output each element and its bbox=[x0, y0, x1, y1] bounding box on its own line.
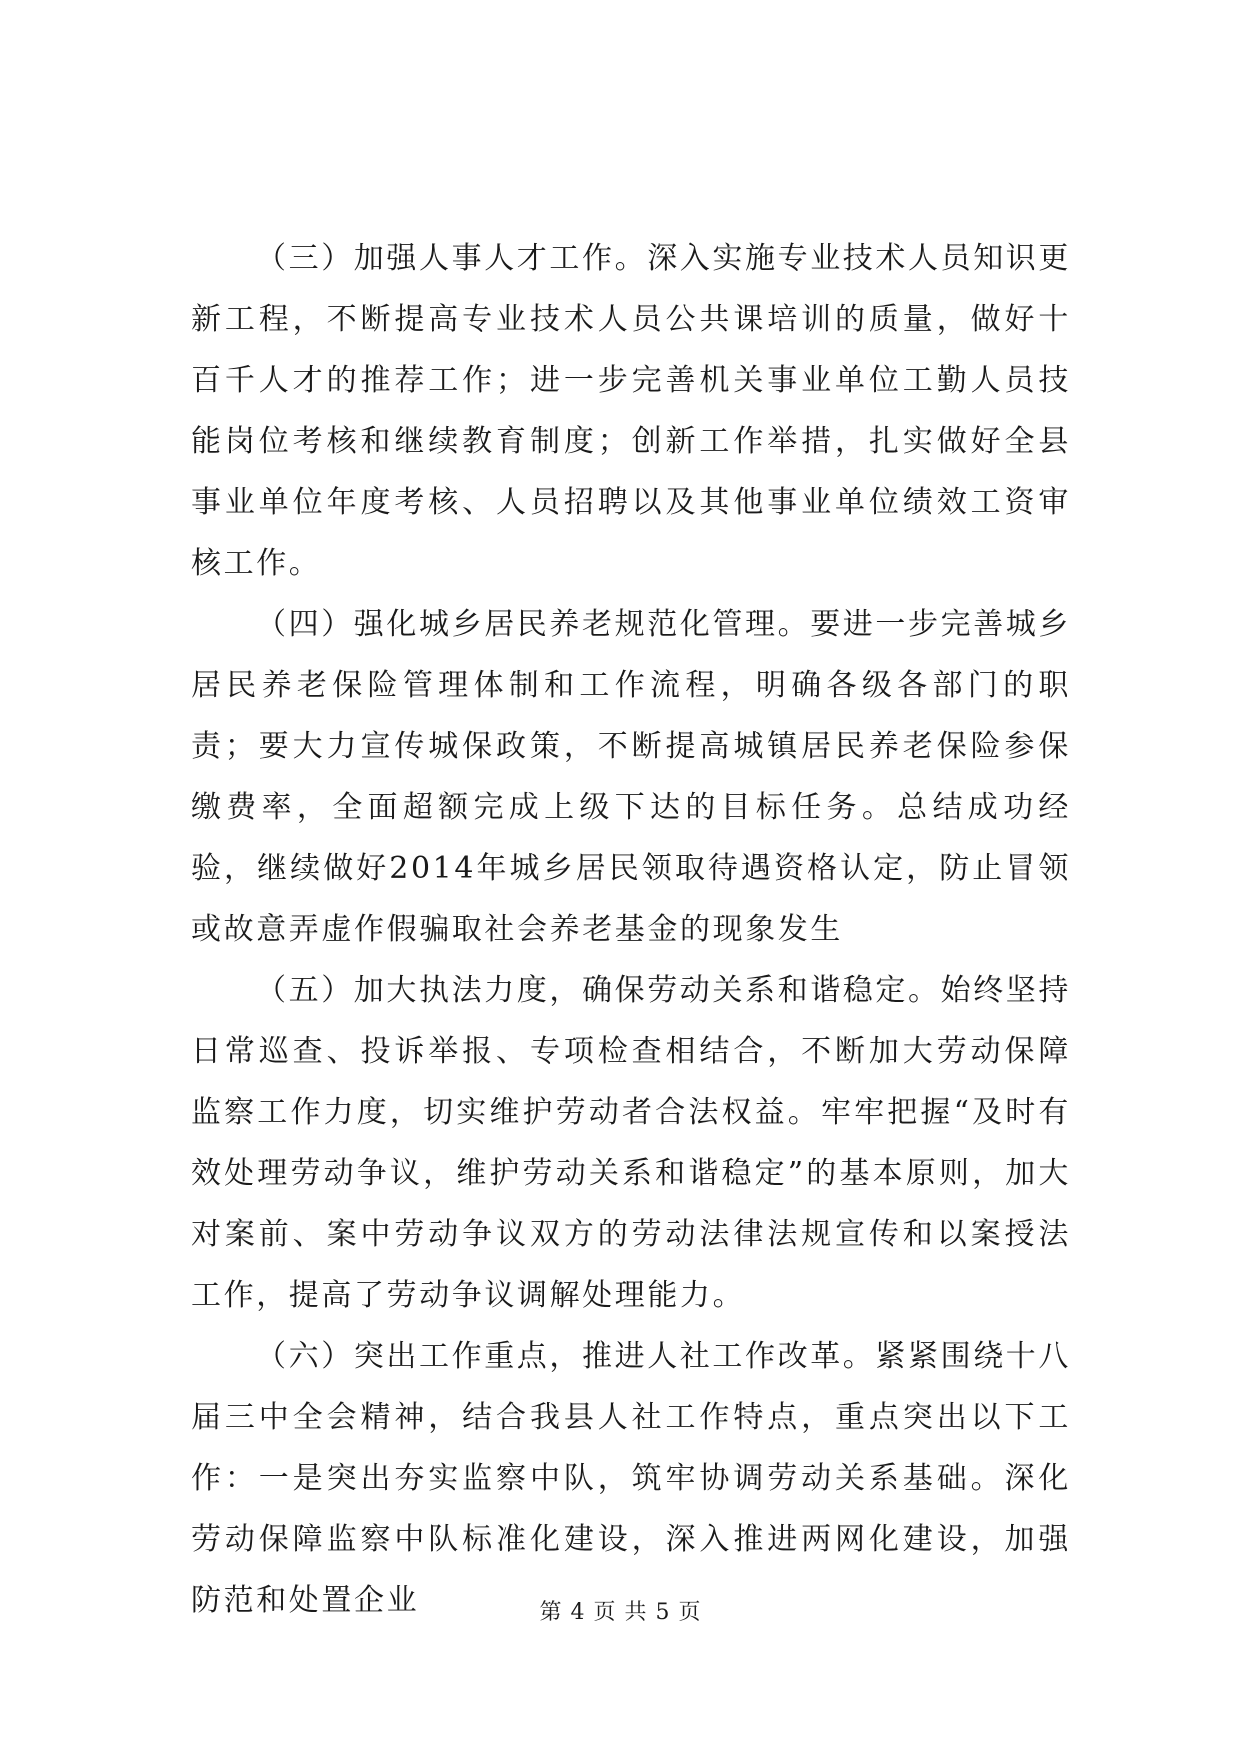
document-body bbox=[191, 228, 1071, 1631]
paragraph-six: （六）突出工作重点，推进人社工作改革。紧紧围绕十八届三中全会精神，结合我县人社工作特点，重点突出以下工作：一是突出夯实监察中队，筑牢协调劳动关系基础。深化劳动保障监察中队标准化建设，深入推进两网化建设，加强防范和处置企业 bbox=[191, 1339, 1071, 1618]
page-number-footer: 第 4 页 共 5 页 bbox=[539, 1600, 702, 1625]
paragraph-five: （五）加大执法力度，确保劳动关系和谐稳定。始终坚持日常巡查、投诉举报、专项检查相结合，不断加大劳动保障监察工作力度，切实维护劳动者合法权益。牢牢把握“及时有效处理劳动争议，维护劳动关系和谐稳定”的基本原则，加大对案前、案中劳动争议双方的劳动法律法规宣传和以案授法工作，提高了劳动争议调解处理能力。 bbox=[191, 973, 1071, 1313]
paragraph-three: （三）加强人事人才工作。深入实施专业技术人员知识更新工程，不断提高专业技术人员公共课培训的质量，做好十百千人才的推荐工作；进一步完善机关事业单位工勤人员技能岗位考核和继续教育制度；创新工作举措，扎实做好全县事业单位年度考核、人员招聘以及其他事业单位绩效工资审核工作。 bbox=[191, 241, 1071, 581]
paragraph-four: （四）强化城乡居民养老规范化管理。要进一步完善城乡居民养老保险管理体制和工作流程，明确各级各部门的职责；要大力宣传城保政策，不断提高城镇居民养老保险参保缴费率，全面超额完成上级下达的目标任务。总结成功经验，继续做好2014年城乡居民领取待遇资格认定，防止冒领或故意弄虚作假骗取社会养老基金的现象发生 bbox=[191, 607, 1071, 947]
